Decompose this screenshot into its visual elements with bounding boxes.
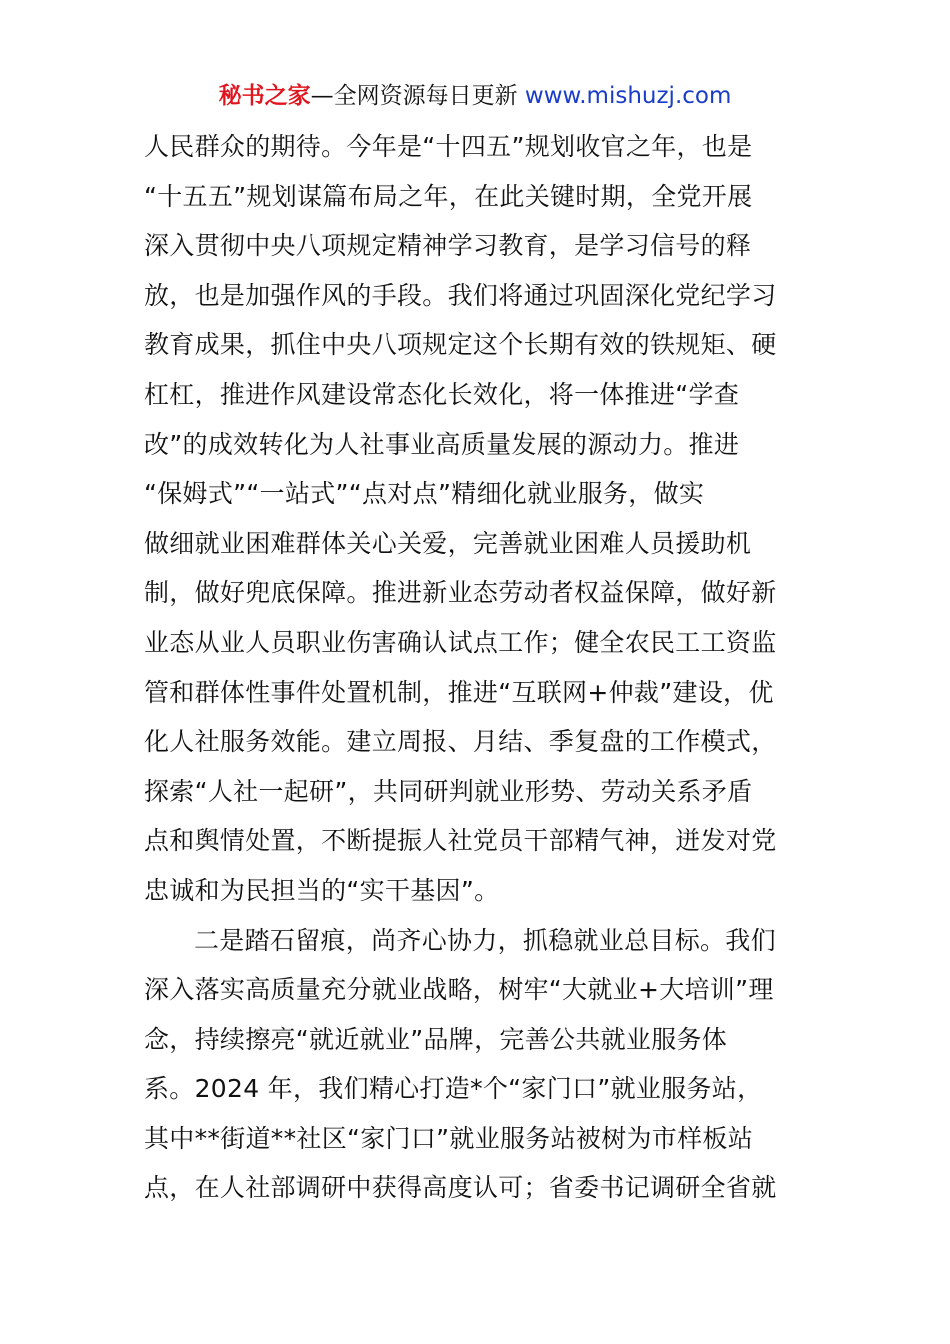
text-line: 制，做好兜底保障。推进新业态劳动者权益保障，做好新 (144, 578, 777, 608)
text-line: 念，持续擦亮“就近就业”品牌，完善公共就业服务体 (144, 1024, 728, 1054)
text-line: 深入贯彻中央八项规定精神学习教育，是学习信号的释 (144, 231, 752, 261)
document-body (144, 127, 810, 1218)
text-line: 化人社服务效能。建立周报、月结、季复盘的工作模式， (144, 727, 777, 757)
text-line: 其中**街道**社区“家门口”就业服务站被树为市样板站 (144, 1123, 754, 1153)
site-brand: 秘书之家 (218, 83, 311, 109)
text-line: “十五五”规划谋篇布局之年，在此关键时期，全党开展 (144, 181, 753, 211)
text-line: 管和群体性事件处置机制，推进“互联网+仲裁”建设，优 (144, 677, 774, 707)
text-line: 点，在人社部调研中获得高度认可；省委书记调研全省就 (144, 1173, 777, 1203)
page-header (0, 80, 950, 112)
paragraph-start-line: 二是踏石留痕，尚齐心协力，抓稳就业总目标。我们 (194, 925, 776, 955)
text-line: 深入落实高质量充分就业战略，树牢“大就业+大培训”理 (144, 975, 774, 1005)
text-line: 放，也是加强作风的手段。我们将通过巩固深化党纪学习 (144, 280, 777, 310)
site-tagline: —全网资源每日更新 (310, 83, 518, 109)
text-line: 系。2024 年，我们精心打造*个“家门口”就业服务站， (144, 1074, 763, 1104)
text-line: 改”的成效转化为人社事业高质量发展的源动力。推进 (144, 429, 740, 459)
text-line: 人民群众的期待。今年是“十四五”规划收官之年，也是 (144, 132, 753, 161)
text-line: 点和舆情处置，不断提振人社党员干部精气神，迸发对党 (144, 826, 777, 856)
text-line: 杠杠，推进作风建设常态化长效化，将一体推进“学查 (144, 379, 740, 409)
text-line: “保姆式”“一站式”“点对点”精细化就业服务，做实 (144, 479, 705, 509)
text-line: 做细就业困难群体关心关爱，完善就业困难人员援助机 (144, 528, 752, 558)
text-line: 探索“人社一起研”，共同研判就业形势、劳动关系矛盾 (144, 776, 753, 806)
site-url-link[interactable]: www.mishuzj.com (524, 83, 732, 109)
text-line: 业态从业人员职业伤害确认试点工作；健全农民工工资监 (144, 627, 777, 657)
text-line: 忠诚和为民担当的“实干基因”。 (144, 875, 500, 905)
text-line: 教育成果，抓住中央八项规定这个长期有效的铁规矩、硬 (144, 330, 777, 360)
